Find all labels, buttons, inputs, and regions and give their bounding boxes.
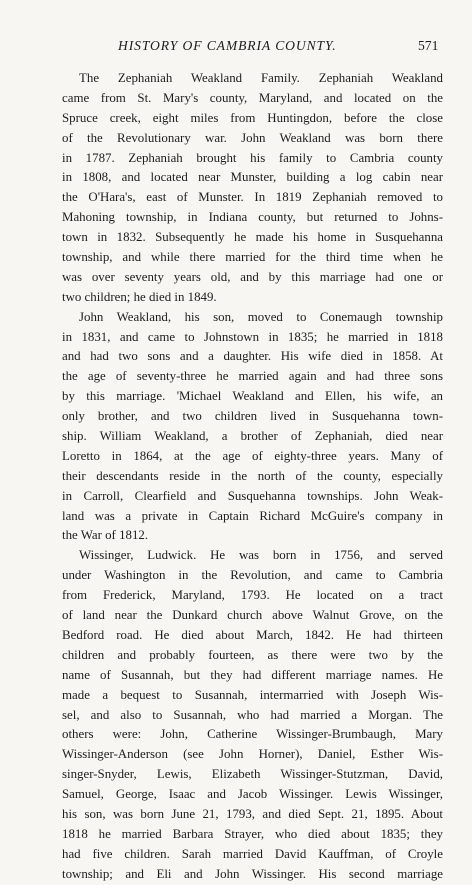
body-text — [62, 69, 443, 885]
text-line: sel, and also to Susannah, who had married a Morgan. The — [62, 707, 443, 722]
running-head — [0, 38, 472, 58]
text-line: their descendants reside in the north of the county, especially — [62, 468, 443, 483]
text-line: the War of 1812. — [62, 528, 149, 543]
text-line: under Washington in the Revolution, and came to Cambria — [62, 568, 443, 583]
text-line: by this marriage. 'Michael Weakland and Ellen, his wife, an — [62, 389, 443, 404]
text-line: 1818 he married Barbara Strayer, who died about 1835; they — [62, 826, 443, 841]
text-line: Mahoning township, in Indiana county, but returned to Johns- — [62, 210, 443, 225]
text-line: others were: John, Catherine Wissinger-Brumbaugh, Mary — [62, 727, 443, 742]
text-line: only brother, and two children lived in Susquehanna town- — [62, 409, 443, 424]
text-line: from Frederick, Maryland, 1793. He located on a tract — [62, 588, 443, 603]
text-line: the O'Hara's, east of Munster. In 1819 Zephaniah removed to — [62, 190, 443, 205]
text-line: of the Revolutionary war. John Weakland was born there — [62, 130, 443, 145]
text-line: Wissinger-Anderson (see John Horner), Daniel, Esther Wis- — [62, 747, 443, 762]
text-line: made a bequest to Susannah, intermarried with Joseph Wis- — [62, 687, 443, 702]
text-line: came from St. Mary's county, Maryland, and located on the — [62, 90, 443, 105]
text-line: ship. William Weakland, a brother of Zephaniah, died near — [62, 429, 443, 444]
text-line: John Weakland, his son, moved to Conemaugh township — [79, 309, 443, 324]
text-line: and had two sons and a daughter. His wife died in 1858. At — [62, 349, 443, 364]
running-title: HISTORY OF CAMBRIA COUNTY. — [118, 38, 337, 53]
text-line: in 1787. Zephaniah brought his family to Cambria county — [62, 150, 443, 165]
text-line: was over seventy years old, and by this marriage had one or — [62, 269, 443, 284]
text-line: two children; he died in 1849. — [62, 289, 217, 304]
page-number: 571 — [418, 38, 439, 53]
text-line: in Carroll, Clearfield and Susquehanna townships. John Weak- — [62, 488, 443, 503]
text-line: township; and Eli and John Wissinger. His second marriage — [62, 866, 443, 881]
text-line: name of Susannah, but they had different marriage names. He — [62, 667, 443, 682]
text-line: township, and while there married for the third time when he — [62, 250, 443, 265]
text-line: had five children. Sarah married David Kauffman, of Croyle — [62, 846, 443, 861]
text-line: in 1831, and came to Johnstown in 1835; he married in 1818 — [62, 329, 443, 344]
text-line: Wissinger, Ludwick. He was born in 1756, and served — [79, 548, 443, 563]
text-line: land was a private in Captain Richard McGuire's company in — [62, 508, 443, 523]
text-line: children and probably fourteen, as there were two by the — [62, 647, 443, 662]
text-line: The Zephaniah Weakland Family. Zephaniah Weakland — [79, 71, 443, 85]
text-line: Bedford road. He died about March, 1842. He had thirteen — [62, 627, 443, 642]
text-line: of land near the Dunkard church above Walnut Grove, on the — [62, 608, 443, 623]
text-line: Samuel, George, Isaac and Jacob Wissinger. Lewis Wissinger, — [62, 787, 443, 802]
text-line: the age of seventy-three he married again and had three sons — [62, 369, 443, 384]
text-line: his son, was born June 21, 1793, and died Sept. 21, 1895. About — [62, 806, 443, 821]
text-line: Spruce creek, eight miles from Huntingdon, before the close — [62, 110, 443, 125]
text-line: Loretto in 1864, at the age of eighty-three years. Many of — [62, 448, 443, 463]
text-line: singer-Snyder, Lewis, Elizabeth Wissinger-Stutzman, David, — [62, 767, 443, 782]
text-line: town in 1832. Subsequently he made his home in Susquehanna — [62, 230, 443, 245]
text-line: in 1808, and located near Munster, building a log cabin near — [62, 170, 443, 185]
